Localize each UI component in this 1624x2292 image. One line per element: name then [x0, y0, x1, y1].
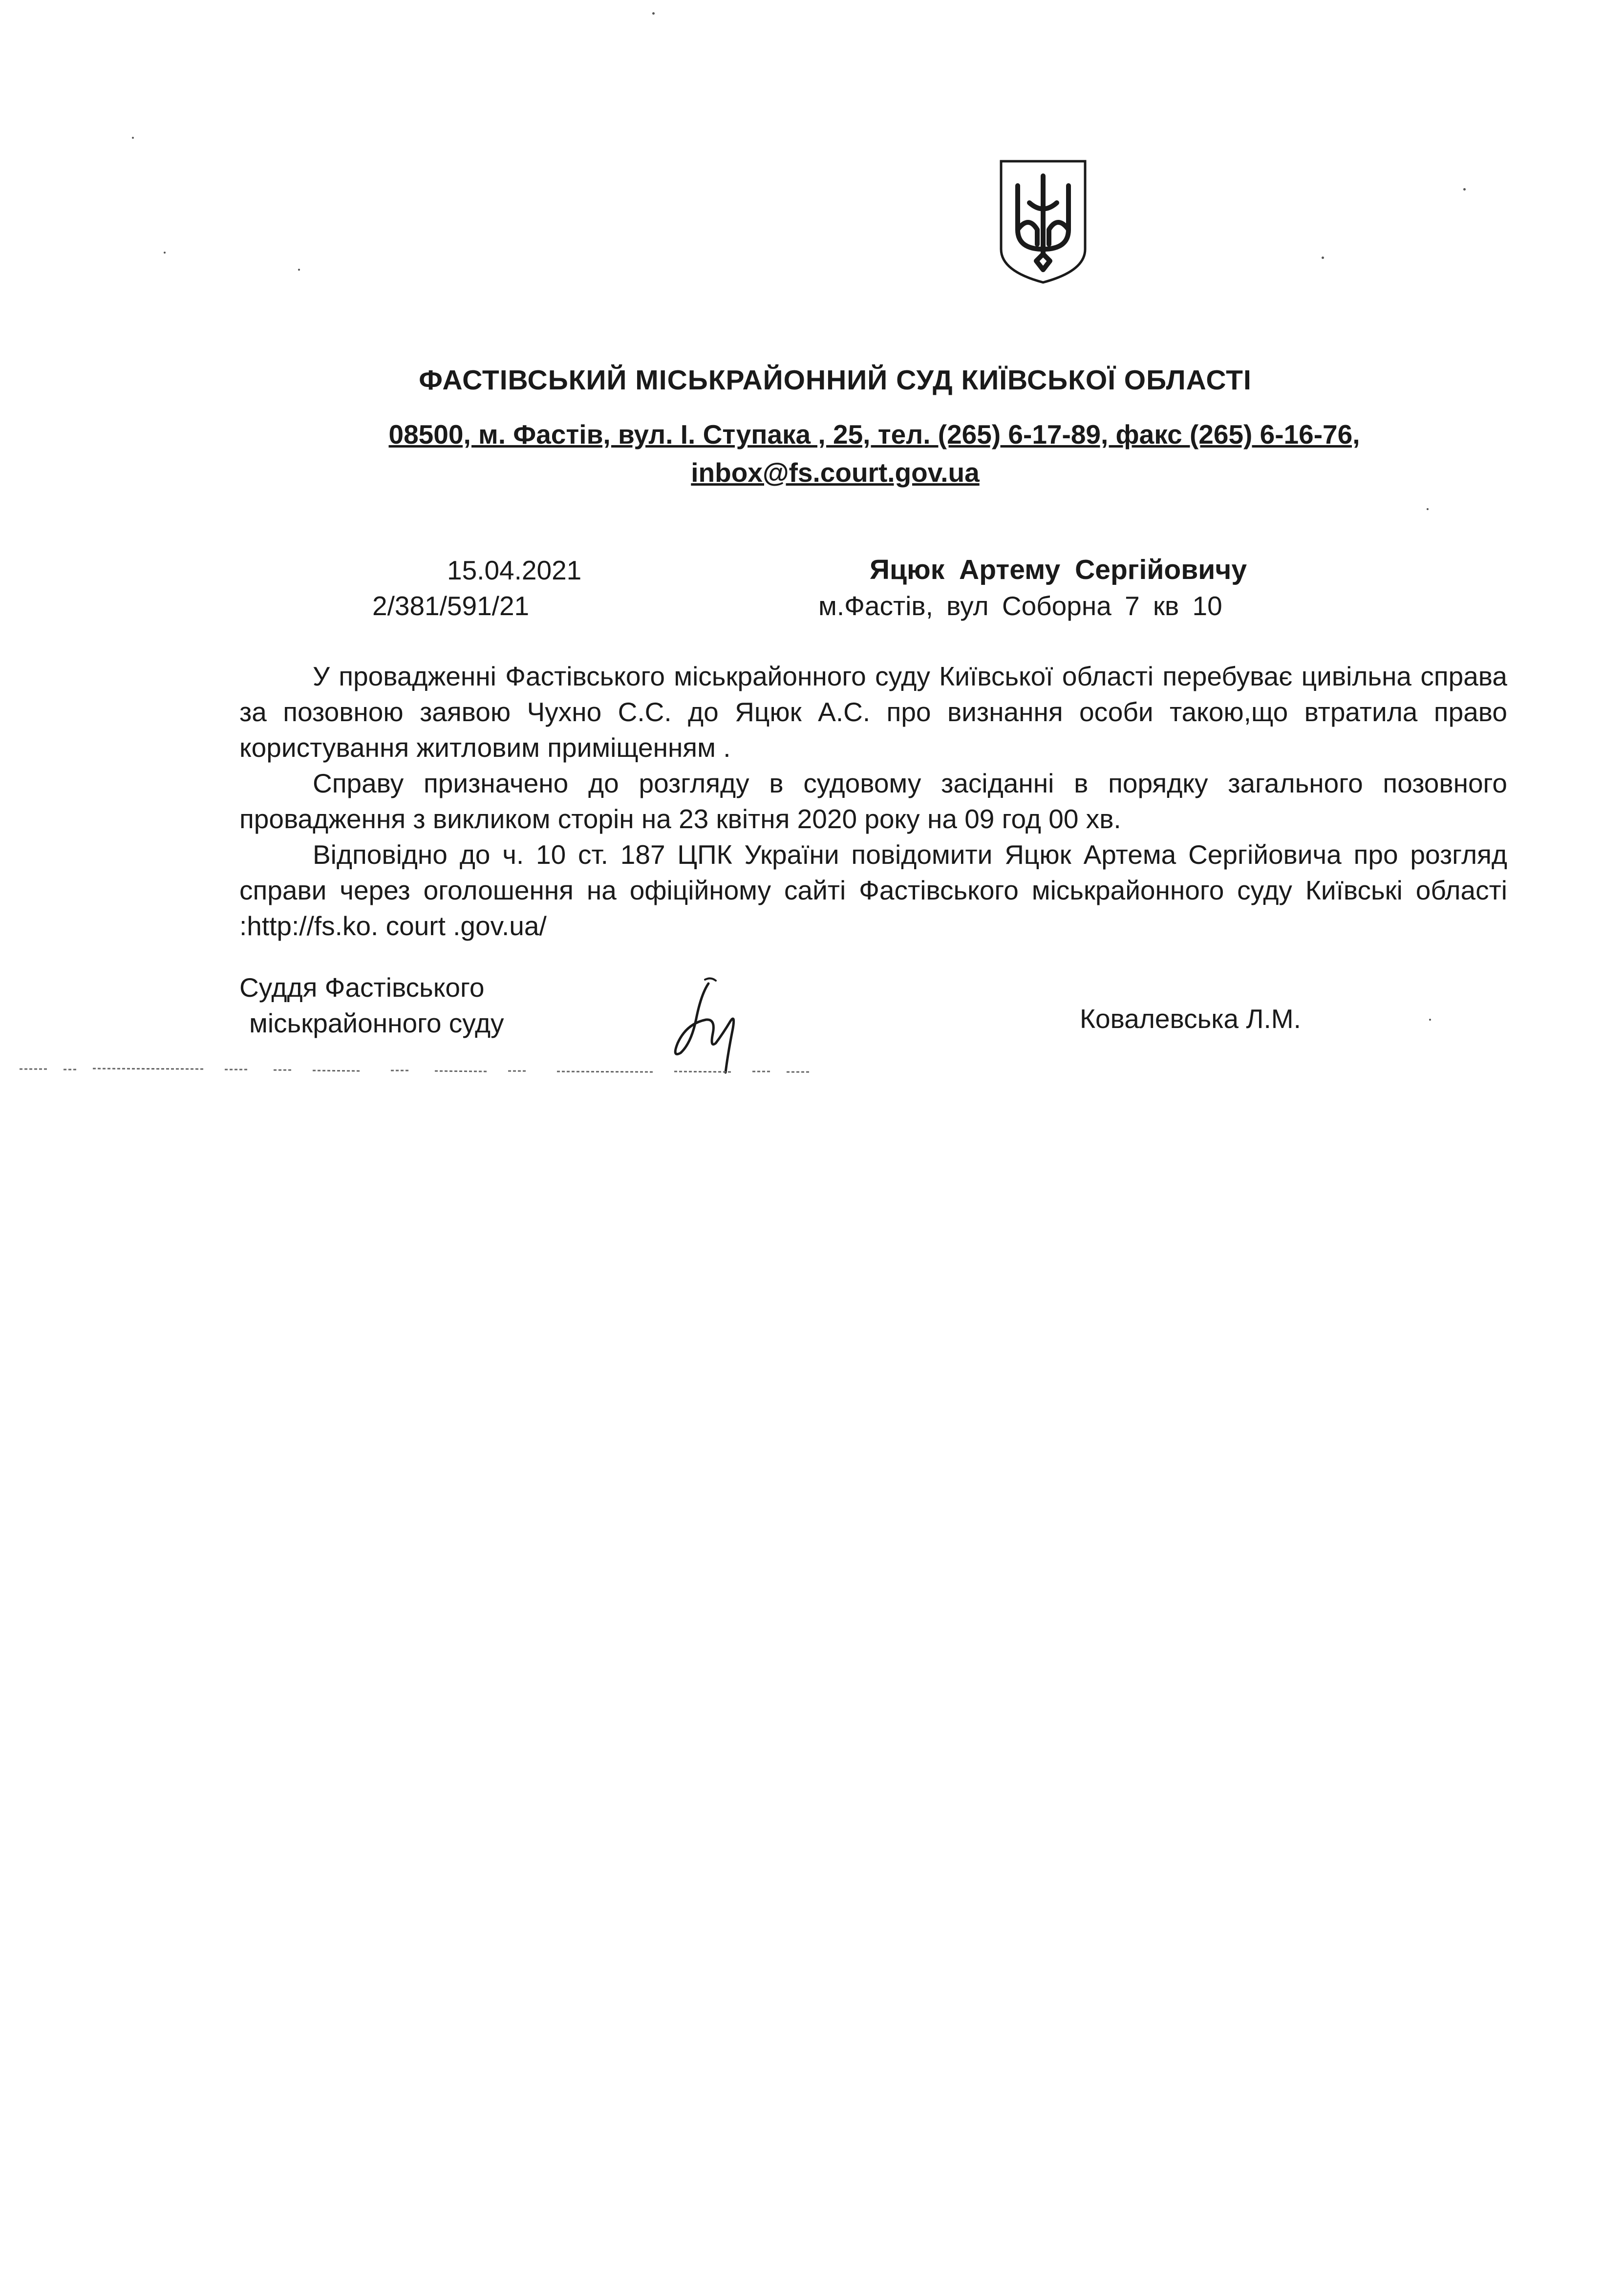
case-reference-number: 2/381/591/21	[372, 591, 530, 621]
judge-name: Ковалевська Л.М.	[1080, 1004, 1301, 1034]
court-address-line: 08500, м. Фастів, вул. І. Ступака , 25, тел. (265) 6-17-89, факс (265) 6-16-76,	[388, 419, 1360, 450]
scan-speck	[652, 12, 655, 15]
court-address	[0, 415, 1624, 492]
ukrainian-trident-emblem-icon	[994, 156, 1092, 286]
judge-title-line: міськрайонного суду	[249, 1008, 504, 1038]
scan-speck	[164, 252, 166, 254]
judge-title-line: Суддя Фастівського	[239, 972, 485, 1003]
body-paragraph: Справу призначено до розгляду в судовому засіданні в порядку загального позовного провадження з викликом сторін на 23 квітня 2020 року на 09 год 00 хв.	[239, 768, 1507, 834]
court-email-link[interactable]: inbox@fs.court.gov.ua	[691, 457, 980, 488]
scan-speck	[1429, 1019, 1431, 1021]
scan-speck	[298, 269, 300, 271]
body-paragraph: Відповідно до ч. 10 ст. 187 ЦПК України повідомити Яцюк Артема Сергійовича про розгляд справи через оголошення на офіційному сайті Фастівського міськрайонного суду Київські області :http://fs.ko. court .gov.ua/	[239, 839, 1507, 941]
scan-speck	[1427, 508, 1429, 510]
letter-body	[239, 659, 1507, 944]
judge-title	[239, 970, 504, 1041]
scan-speck	[1463, 188, 1466, 191]
recipient-name: Яцюк Артему Сергійовичу	[870, 554, 1247, 585]
scan-speck	[1322, 257, 1324, 259]
court-name-heading: ФАСТІВСЬКИЙ МІСЬКРАЙОННИЙ СУД КИЇВСЬКОЇ ОБЛАСТІ	[419, 364, 1252, 396]
recipient-address: м.Фастів, вул Соборна 7 кв 10	[818, 591, 1222, 621]
letter-date: 15.04.2021	[447, 555, 582, 585]
body-paragraph: У провадженні Фастівського міськрайонного суду Київської області перебуває цивільна справа за позовною заявою Чухно С.С. до Яцюк А.С. про визнання особи такою,що втратила право користування житловим приміщенням .	[239, 661, 1507, 763]
scan-speck	[132, 137, 134, 139]
scan-artifact-line	[20, 1065, 811, 1075]
